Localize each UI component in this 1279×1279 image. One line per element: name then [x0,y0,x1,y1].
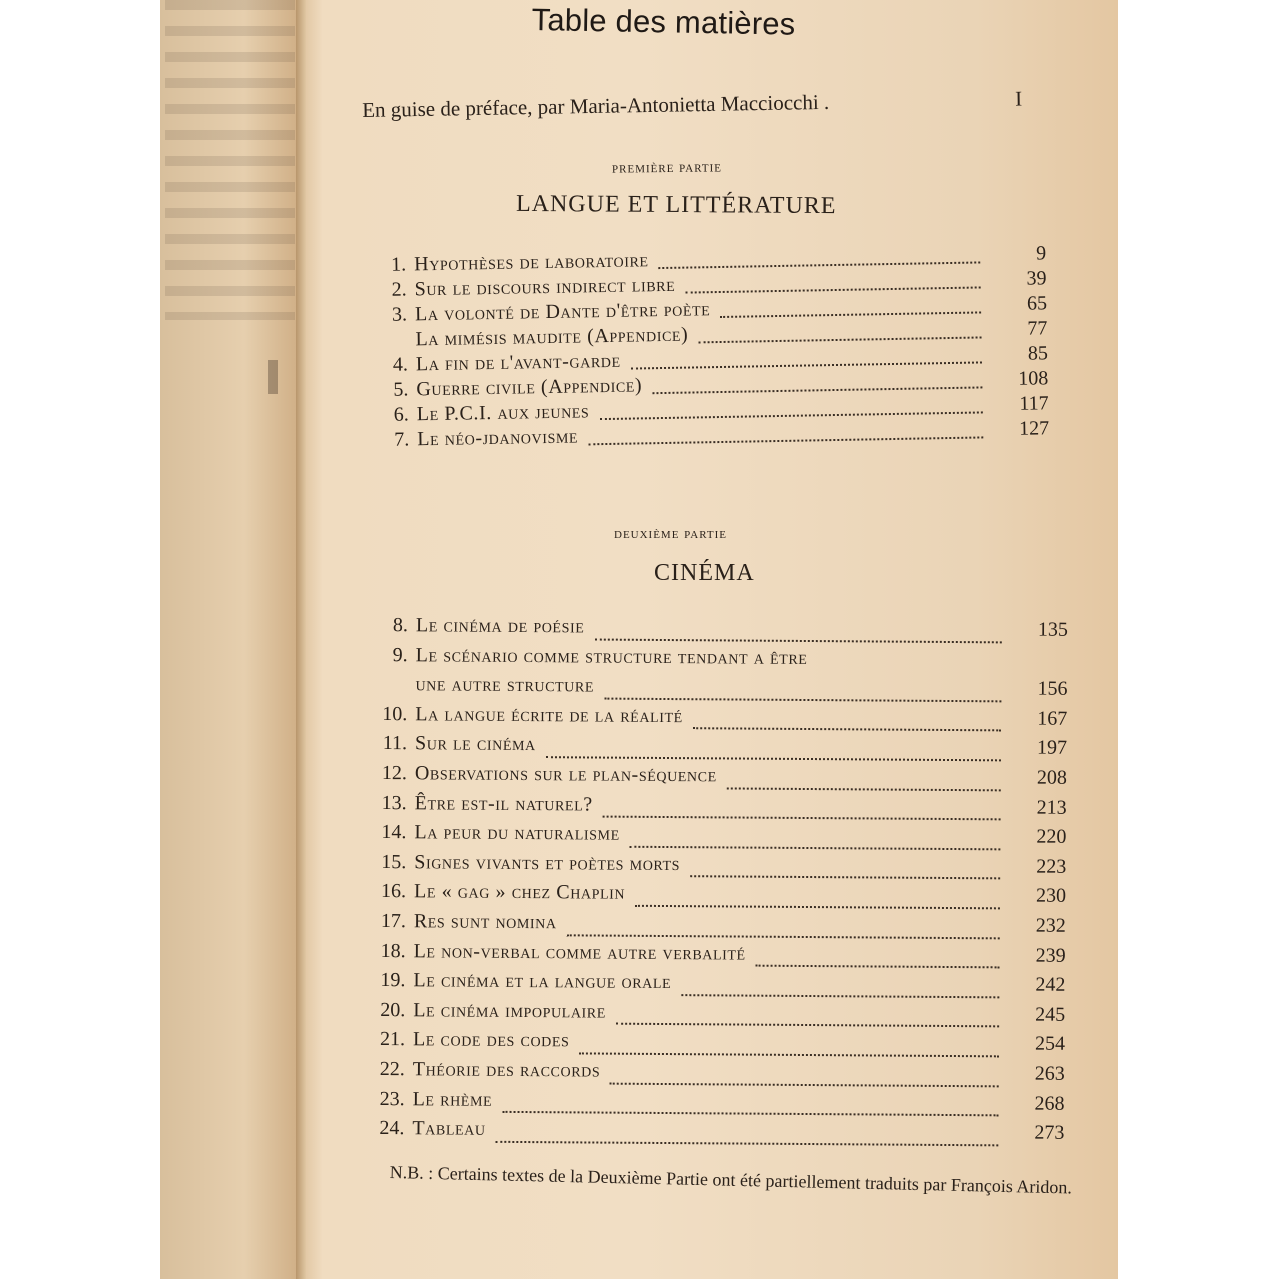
entry-number: 12. [381,762,407,785]
toc-entry [374,1117,1064,1151]
entry-page: 197 [1037,736,1068,760]
preface-title: En guise de préface, par Maria-Antonietta Macciocchi . [362,89,830,122]
entry-number: 19. [380,969,406,992]
entry-page: 242 [1035,973,1066,996]
entry-page: 273 [1034,1121,1065,1144]
part-2-entries [374,614,1068,1151]
entry-page: 263 [1034,1062,1065,1085]
toc-entry [376,910,1066,944]
toc-entry [377,762,1067,796]
entry-title: Le cinéma et la langue orale [413,969,672,994]
dot-leader [727,786,1001,791]
entry-number: 8. [392,614,408,637]
entry-number: 3. [391,303,408,326]
entry-number: 4. [392,353,409,376]
entry-page: 230 [1035,884,1067,908]
entry-number [378,345,408,346]
entry-page: 223 [1036,855,1067,878]
dot-leader [496,1140,999,1147]
dot-leader [594,637,1002,643]
dot-leader [567,933,1000,939]
entry-number: 11. [382,732,408,755]
entry-page: 208 [1036,766,1067,789]
entry-title: Théorie des raccords [412,1058,601,1082]
dot-leader [720,310,981,318]
entry-number: 21. [379,1028,406,1051]
dot-leader [603,815,1001,821]
entry-title: Tableau [412,1117,486,1140]
entry-page: 85 [1027,342,1049,365]
toc-entry [377,732,1067,766]
dot-leader [631,360,982,369]
part-1-label: première partie [611,159,723,177]
entry-title: La peur du naturalisme [414,821,620,845]
entry-number: 7. [394,428,410,451]
entry-title: Signes vivants et poètes morts [414,851,681,875]
toc-entry [376,940,1066,974]
entry-number: 20. [380,998,406,1021]
toc-entry [377,673,1067,707]
entry-number: 10. [382,702,408,725]
entry-title: La mimésis maudite (Appendice) [415,323,689,351]
entry-number: 2. [391,278,407,301]
dot-leader [681,993,999,998]
dot-leader [698,335,981,343]
entry-number: 22. [379,1057,405,1081]
entry-title: Le P.C.I. aux jeunes [416,400,590,426]
entry-number: 6. [393,403,409,426]
toc-entry [374,1087,1064,1121]
toc-entry [376,851,1066,885]
part-1-entries [376,242,1049,454]
entry-page: 65 [1026,292,1048,315]
entry-page: 39 [1026,267,1047,290]
entry-title: Le cinéma impopulaire [413,998,607,1023]
entry-title: Sur le cinéma [415,732,536,756]
entry-title: Le néo-jdanovisme [417,425,579,451]
entry-title: La fin de l'avant-garde [415,349,621,376]
translation-note: N.B. : Certains textes de la Deuxième Partie ont été partiellement traduits par François Aridon. [389,1161,1073,1198]
entry-page: 245 [1035,1003,1066,1026]
preface-page: I [1014,86,1023,111]
entry-title: Le cinéma de poésie [415,614,585,638]
entry-number: 5. [393,378,409,401]
entry-page: 135 [1037,618,1068,641]
entry-title: Res sunt nomina [413,910,557,934]
entry-number: 24. [379,1117,405,1140]
entry-page: 213 [1036,796,1067,819]
entry-number: 18. [380,939,406,962]
toc-entry [375,1028,1065,1062]
entry-page: 117 [1019,392,1049,415]
entry-page: 220 [1036,825,1067,848]
toc-entry [375,999,1065,1033]
entry-page: 9 [1035,242,1047,265]
entry-number: 17. [380,909,406,933]
toc-entry [376,880,1066,914]
entry-number: 14. [381,821,407,844]
entry-page: 239 [1035,944,1066,967]
dot-leader [610,1081,999,1087]
entry-page: 268 [1034,1092,1065,1115]
dot-leader [685,285,980,293]
toc-heading: Table des matières [531,2,796,42]
entry-title: La langue écrite de la réalité [415,703,683,727]
dot-leader [630,845,1001,851]
entry-title: Guerre civile (Appendice) [416,374,643,401]
part-2-label: deuxième partie [614,526,728,542]
facing-page-mark [268,360,278,394]
entry-title: une autre structure [415,673,595,697]
entry-title: Être est-il naturel? [414,791,593,816]
dot-leader [604,696,1001,702]
entry-title: Hypothèses de laboratoire [413,249,649,276]
dot-leader [693,727,1001,732]
part-1-title: LANGUE ET LITTÉRATURE [515,190,837,220]
entry-number: 13. [381,791,407,814]
entry-number: 1. [390,253,407,276]
toc-entry [377,792,1067,826]
dot-leader [690,875,1000,880]
dot-leader [756,964,1000,969]
entry-page: 232 [1035,914,1066,937]
dot-leader [588,435,983,445]
toc-entry [376,821,1066,855]
entry-number: 15. [381,850,407,873]
entry-page: 156 [1037,677,1068,701]
entry-number: 23. [379,1087,405,1110]
entry-page: 127 [1018,417,1050,440]
toc-entry [377,703,1067,737]
entry-page: 254 [1034,1032,1066,1056]
entry-title: Le « gag » chez Chaplin [413,880,626,905]
facing-page-bleed-text [165,0,295,320]
toc-entry [375,969,1065,1003]
dot-leader [635,904,1000,910]
facing-page [160,0,300,1279]
dot-leader [652,385,982,394]
part-2-title: CINÉMA [654,560,755,586]
dot-leader [659,260,981,269]
entry-page: 108 [1018,367,1049,390]
entry-title: Le scénario comme structure tendant a être [415,643,808,669]
entry-title: Observations sur le plan-séquence [414,762,717,787]
toc-entry [375,1058,1065,1092]
entry-number: 9. [392,643,408,666]
dot-leader [579,1051,999,1057]
toc-entry [378,614,1068,648]
dot-leader [546,755,1001,761]
entry-title: Sur le discours indirect libre [414,273,676,301]
entry-title: Le code des codes [412,1028,570,1052]
entry-title: Le non-verbal comme autre verbalité [413,939,746,965]
entry-page: 77 [1027,317,1048,340]
dot-leader [616,1022,999,1028]
book-gutter [296,0,306,1279]
entry-number: 16. [380,880,407,903]
entry-page: 167 [1037,707,1068,730]
entry-title: Le rhème [412,1087,493,1111]
dot-leader [502,1110,998,1116]
entry-title: La volonté de Dante d'être poète [414,298,711,326]
toc-entry [378,644,1068,678]
